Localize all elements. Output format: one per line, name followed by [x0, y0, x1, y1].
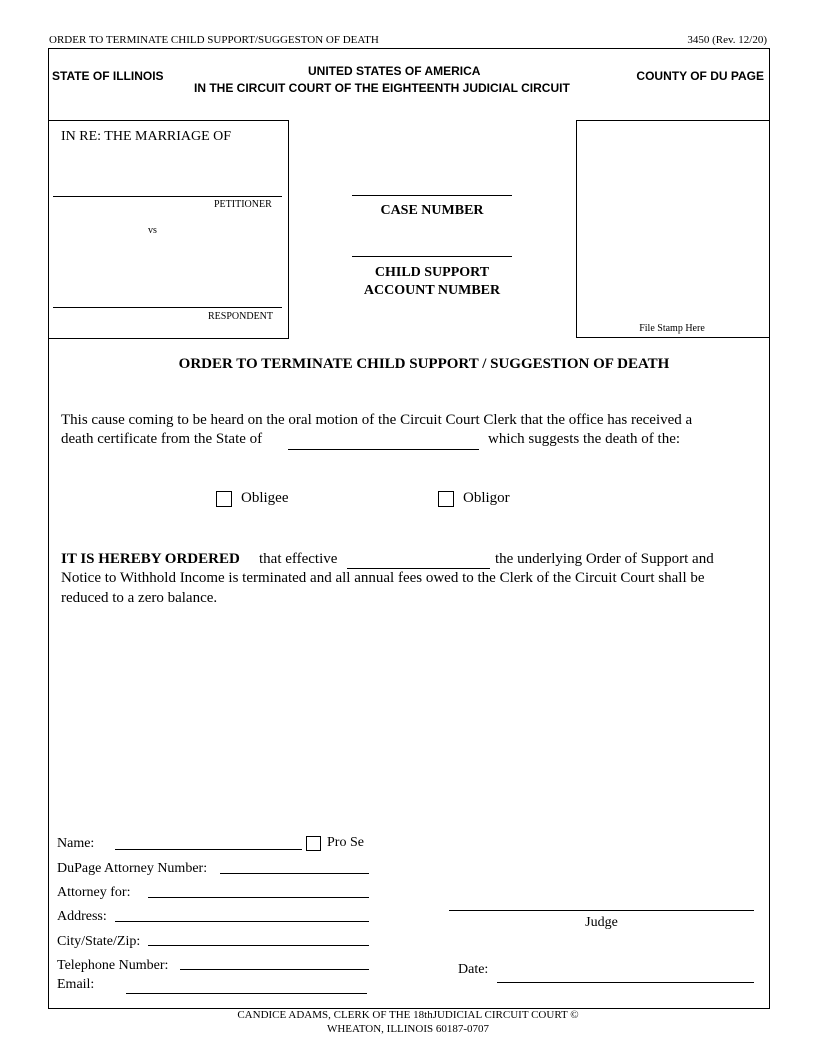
address-label: Address: [57, 909, 107, 924]
county-label: COUNTY OF DU PAGE [636, 69, 764, 83]
date-field[interactable] [497, 982, 754, 983]
obligee-checkbox[interactable] [216, 491, 232, 507]
state-field[interactable] [288, 449, 479, 450]
form-title: ORDER TO TERMINATE CHILD SUPPORT/SUGGESTON OF DEATH [49, 34, 379, 46]
petitioner-line[interactable] [53, 196, 282, 197]
obligee-label: Obligee [241, 490, 289, 506]
judge-signature-line[interactable] [449, 910, 754, 911]
attorney-number-label: DuPage Attorney Number: [57, 861, 208, 876]
in-re-label: IN RE: THE MARRIAGE OF [61, 129, 232, 144]
form-number: 3450 (Rev. 12/20) [687, 34, 767, 46]
name-field[interactable] [115, 849, 302, 850]
footer-clerk: CANDICE ADAMS, CLERK OF THE 18thJUDICIAL CIRCUIT COURT © [237, 1009, 579, 1021]
obligor-label: Obligor [463, 490, 510, 506]
account-number-line[interactable] [352, 256, 512, 257]
petitioner-label: PETITIONER [214, 199, 272, 210]
para1-line2b: which suggests the death of the: [488, 431, 681, 447]
city-field[interactable] [148, 945, 369, 946]
address-field[interactable] [115, 921, 369, 922]
para1-line2a: death certificate from the State of [61, 431, 263, 447]
circuit-label: IN THE CIRCUIT COURT OF THE EIGHTEENTH JUDICIAL CIRCUIT [194, 81, 570, 95]
judge-label: Judge [585, 915, 618, 930]
attorney-for-field[interactable] [148, 897, 369, 898]
country-label: UNITED STATES OF AMERICA [308, 64, 481, 78]
child-support-label: CHILD SUPPORT [374, 265, 490, 280]
ordered-line3: reduced to a zero balance. [61, 590, 218, 606]
case-number-line[interactable] [352, 195, 512, 196]
obligor-checkbox[interactable] [438, 491, 454, 507]
order-title: ORDER TO TERMINATE CHILD SUPPORT / SUGGESTION OF DEATH [178, 356, 670, 372]
respondent-label: RESPONDENT [208, 311, 274, 322]
phone-label: Telephone Number: [57, 958, 169, 973]
ordered-text-b: the underlying Order of Support and [495, 551, 714, 567]
ordered-text-a: that effective [259, 551, 338, 567]
email-field[interactable] [126, 993, 367, 994]
pro-se-checkbox[interactable] [306, 836, 321, 851]
ordered-line2: Notice to Withhold Income is terminated and all annual fees owed to the Clerk of the Circuit Court shall be [61, 570, 705, 586]
email-label: Email: [57, 977, 95, 992]
vs-label: vs [148, 225, 157, 236]
date-label: Date: [458, 962, 489, 977]
case-number-label: CASE NUMBER [380, 203, 484, 218]
attorney-number-field[interactable] [220, 873, 369, 874]
file-stamp-box [576, 120, 769, 338]
name-label: Name: [57, 836, 95, 851]
file-stamp-label: File Stamp Here [639, 323, 705, 334]
para1-line1: This cause coming to be heard on the oral motion of the Circuit Court Clerk that the office has received a [61, 412, 693, 428]
respondent-line[interactable] [53, 307, 282, 308]
footer-address: WHEATON, ILLINOIS 60187-0707 [326, 1023, 490, 1035]
city-label: City/State/Zip: [57, 934, 141, 949]
ordered-bold: IT IS HEREBY ORDERED [61, 551, 240, 567]
attorney-for-label: Attorney for: [57, 885, 131, 900]
state-label: STATE OF ILLINOIS [52, 69, 164, 83]
phone-field[interactable] [180, 969, 369, 970]
account-number-label: ACCOUNT NUMBER [363, 283, 501, 298]
effective-date-field[interactable] [347, 568, 490, 569]
pro-se-label: Pro Se [327, 835, 364, 850]
